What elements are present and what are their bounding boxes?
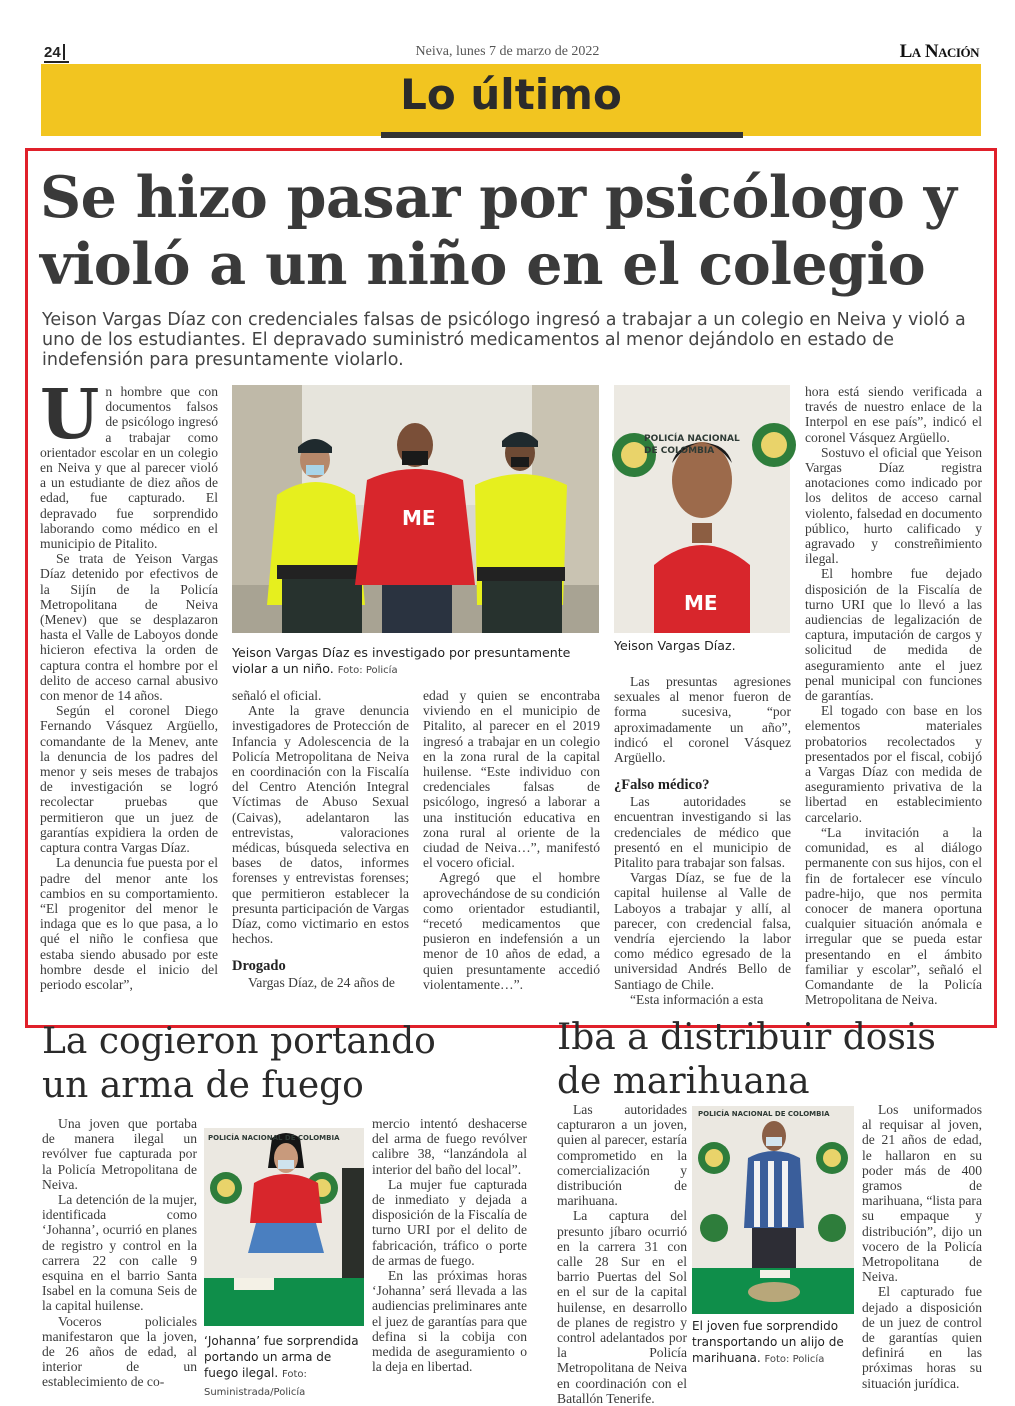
paragraph: Vargas Díaz, se fue de la capital huilense al Valle de Laboyos a trabajar y allí, al parecer, con credencial falsa, vendría ejerciendo la labor como médico egresado de la universidad Andrés Bello de Santiago de Chile. <box>614 870 791 992</box>
drop-cap: U <box>40 375 100 455</box>
photo-johanna-caption: ‘Johanna’ fue sorprendida portando un arma de fuego ilegal. Foto: Suministrada/Policía <box>204 1334 359 1398</box>
section-underline <box>381 132 743 138</box>
arrest-illustration <box>232 385 599 633</box>
subhead: ¿Falso médico? <box>614 777 710 794</box>
dateline: Neiva, lunes 7 de marzo de 2022 <box>415 44 600 59</box>
photo-arrest-caption: Yeison Vargas Díaz es investigado por presuntamente violar a un niño. Foto: Policía <box>232 645 571 676</box>
page-number: 24 <box>44 44 65 61</box>
section-title: Lo último <box>400 70 622 119</box>
photo-mugshot <box>614 385 790 633</box>
subhead: Drogado <box>232 958 286 975</box>
paragraph: señaló el oficial. <box>232 688 322 703</box>
main-deck: Yeison Vargas Díaz con credenciales falsas de psicólogo ingresó a trabajar a un colegio en Neiva y violó a uno de los estudiantes. El depravado suministró medicamentos al menor dejándolo en estado de indefensión para presuntamente violarlo. <box>42 310 966 370</box>
photo-mugshot-caption: Yeison Vargas Díaz. <box>614 638 736 653</box>
paragraph: El togado con base en los elementos materiales probatorios recolectados y presentados por el fiscal, cobijó a Vargas Díaz con medida de aseguramiento privativa de la libertad en establecimiento carcelario. <box>805 703 982 825</box>
paragraph: Ante la grave denuncia investigadores de Protección de Infancia y Adolescencia de la Policía Metropolitana de Neiva en coordinación con la Fiscalía del Centro Atención Integral Víctimas de Abuso Sexual (Caivas), adelantaron las entrevistas, valoraciones médicas, búsqueda selectiva en bases de datos, informes forenses y entrevistas forenses; que permitieron establecer la presunta participación de Vargas Díaz, como victimario en estos hechos. <box>232 703 409 947</box>
paragraph: En las próximas horas ‘Johanna’ será llevada a las audiencias preliminares ante el juez de garantías para que defina si la cobija con medida de aseguramiento o la deja en libertad. <box>372 1268 527 1375</box>
paragraph: mercio intentó deshacerse del arma de fuego revólver calibre 38, “lanzándola al interior del baño del local”. <box>372 1116 527 1177</box>
svg-text:ME: ME <box>402 506 436 530</box>
photo-marihuana-caption: El joven fue sorprendido transportando un alijo de marihuana. Foto: Policía <box>692 1319 844 1365</box>
paragraph: n hombre que con documentos falsos de psicólogo ingresó a trabajar como orientador escolar en un colegio en Neiva y que al parecer violó a un estudiante de diez años de edad, fue capturado. El depravado fue sorprendido laborando como médico en el municipio de Pitalito. <box>40 384 218 552</box>
paragraph: La mujer fue capturada de inmediato y dejada a disposición de la Fiscalía de turno URI por el delito de fabricación, tráfico o porte de armas de fuego. <box>372 1176 527 1268</box>
story3-column-1 <box>557 1102 687 1406</box>
paragraph: Una joven que portaba de manera ilegal un revólver fue capturada por la Policía Metropolitana de Neiva. <box>42 1116 197 1192</box>
main-column-1 <box>40 375 218 992</box>
story3-column-2 <box>862 1102 982 1391</box>
masthead-logo: La Nación <box>899 41 979 62</box>
photo-credit: Foto: Suministrada/Policía <box>204 1369 307 1398</box>
johanna-illustration <box>204 1128 364 1326</box>
wall-text: POLICÍA NACIONAL DE COLOMBIA <box>208 1134 340 1142</box>
paragraph: Vargas Díaz, de 24 años de <box>248 975 395 991</box>
photo-arrest <box>232 385 599 633</box>
photo-credit: Foto: Policía <box>764 1354 825 1365</box>
photo-johanna <box>204 1128 364 1326</box>
main-headline: Se hizo pasar por psicólogo y violó a un niño en el colegio <box>40 164 957 298</box>
paragraph: El hombre fue dejado disposición de la Fiscalía de turno URI que lo llevó a las audiencias de legalización de captura, imputación de cargos y solicitud de medida de aseguramiento ante el juez penal municipal con funciones de garantías. <box>805 566 982 704</box>
photo-marihuana <box>692 1106 854 1314</box>
wall-text: POLICÍA NACIONAL DE COLOMBIA <box>698 1110 830 1118</box>
mugshot-illustration <box>614 385 790 633</box>
paragraph: Las presuntas agresiones sexuales al menor fueron de forma sucesiva, “por aproximadamente un año”, indicó el coronel Vásquez Argüello. <box>614 674 791 766</box>
paragraph: edad y quien se encontraba viviendo en el municipio de Pitalito, al parecer en el 2019 ingresó a trabajar en un colegio en la zona rural de la capital huilense. “Este individuo con credenciales falsas de psicólogo, ingresó a laborar a una institución educativa en zona rural al oriente de la ciudad de Neiva…”, manifestó el vocero oficial. <box>423 688 600 871</box>
paragraph: Voceros policiales manifestaron que la joven, de 26 años de edad, al interior de un establecimiento de co- <box>42 1313 197 1390</box>
photo-credit: Foto: Policía <box>337 665 398 676</box>
paragraph: “Esta información a esta <box>630 991 764 1007</box>
paragraph: Los uniformados al requisar al joven, de 21 años de edad, le hallaron en su poder más de 400 gramos de marihuana, “lista para su empaque y distribución”, dijo un vocero de la Policía Metropolitana de Neiva. <box>862 1102 982 1285</box>
main-column-5 <box>805 384 982 1007</box>
story3-headline: Iba a distribuir dosis de marihuana <box>557 1017 936 1102</box>
paragraph: hora está siendo verificada a través de nuestro enlace de la Interpol en ese país”, indicó el coronel Vásquez Argüello. <box>805 384 982 445</box>
story2-column-2 <box>372 1116 527 1374</box>
paragraph: El capturado fue dejado a disposición de un juez de control de garantías quien definirá en las próximas horas su situación jurídica. <box>862 1284 982 1391</box>
paragraph: Las autoridades capturaron a un joven, quien al parecer, estaría comprometido en la comercialización y distribución de marihuana. <box>557 1102 687 1209</box>
paragraph: Las autoridades se encuentran investigando si las credenciales de médico que presentó en el municipio de Pitalito para trabajar son falsas. <box>614 794 791 871</box>
paragraph: La denuncia fue puesta por el padre del menor ante los cambios en su comportamiento. “El progenitor del menor le indaga que es lo que pasa, a lo qué el niño le confiesa que estaba siendo abusado por este hombre desde el inicio del periodo escolar”, <box>40 855 218 992</box>
main-column-3 <box>423 688 600 992</box>
paragraph: Según el coronel Diego Fernando Vásquez Argüello, comandante de la Menev, ante la denuncia de los padres del menor y seis meses de trabajos de investigación se logró recolectar pruebas que permitieron que un juez de garantías expidiera la orden de captura contra Vargas Díaz. <box>40 703 218 856</box>
paragraph: La detención de la mujer, identificada como ‘Johanna’, ocurrió en planes de registro y control en la carrera 22 con calle 9 esquina en el barrio Santa Isabel en la comuna Seis de la capital huilense. <box>42 1192 197 1314</box>
section-banner <box>41 64 981 136</box>
story2-column-1 <box>42 1116 197 1390</box>
main-column-2 <box>232 688 409 991</box>
main-column-4 <box>614 674 791 1007</box>
svg-text:ME: ME <box>684 591 718 615</box>
paragraph: Sostuvo el oficial que Yeison Vargas Díaz registra anotaciones como indicado por los delitos de acceso carnal violento, falsedad en documento público, hurto calificado y agravado y constreñimiento ilegal. <box>805 444 982 567</box>
paragraph: La captura del presunto jíbaro ocurrió en la carrera 31 con calle 28 Sur en el barrio Puertas del Sol en el sur de la capital huilense, en desarrollo de planes de registro y control adelantados por la Policía Metropolitana de Neiva en coordinación con el Batallón Tenerife. <box>557 1208 687 1406</box>
wall-text: POLICÍA NACIONAL DE COLOMBIA <box>644 434 740 456</box>
paragraph: “La invitación a la comunidad, es al diálogo permanente con sus hijos, con el fin de fortalecer ese vínculo padre-hijo, que nos permita conocer de manera oportuna cualquier situación anómala e irregular que se pueda estar presentando en el ámbito familiar y escolar”, señaló el Comandante de la Policía Metropolitana de Neiva. <box>805 824 982 1008</box>
story2-headline: La cogieron portando un arma de fuego <box>42 1021 436 1106</box>
paragraph: Se trata de Yeison Vargas Díaz detenido por efectivos de la Sijín de la Policía Metropolitana de Neiva (Menev) que se desplazaron hasta el Valle de Laboyos donde hicieron efectiva la orden de captura contra el hombre por el delito de acceso carnal abusivo con menor de 14 años. <box>40 551 218 704</box>
marihuana-illustration <box>692 1106 854 1314</box>
paragraph: Agregó que el hombre aprovechándose de su condición como orientador estudiantil, “recetó medicamentos que pusieron en indefensión a un menor de 10 años de edad, a quien presuntamente accedió violentamente…”. <box>423 870 600 992</box>
